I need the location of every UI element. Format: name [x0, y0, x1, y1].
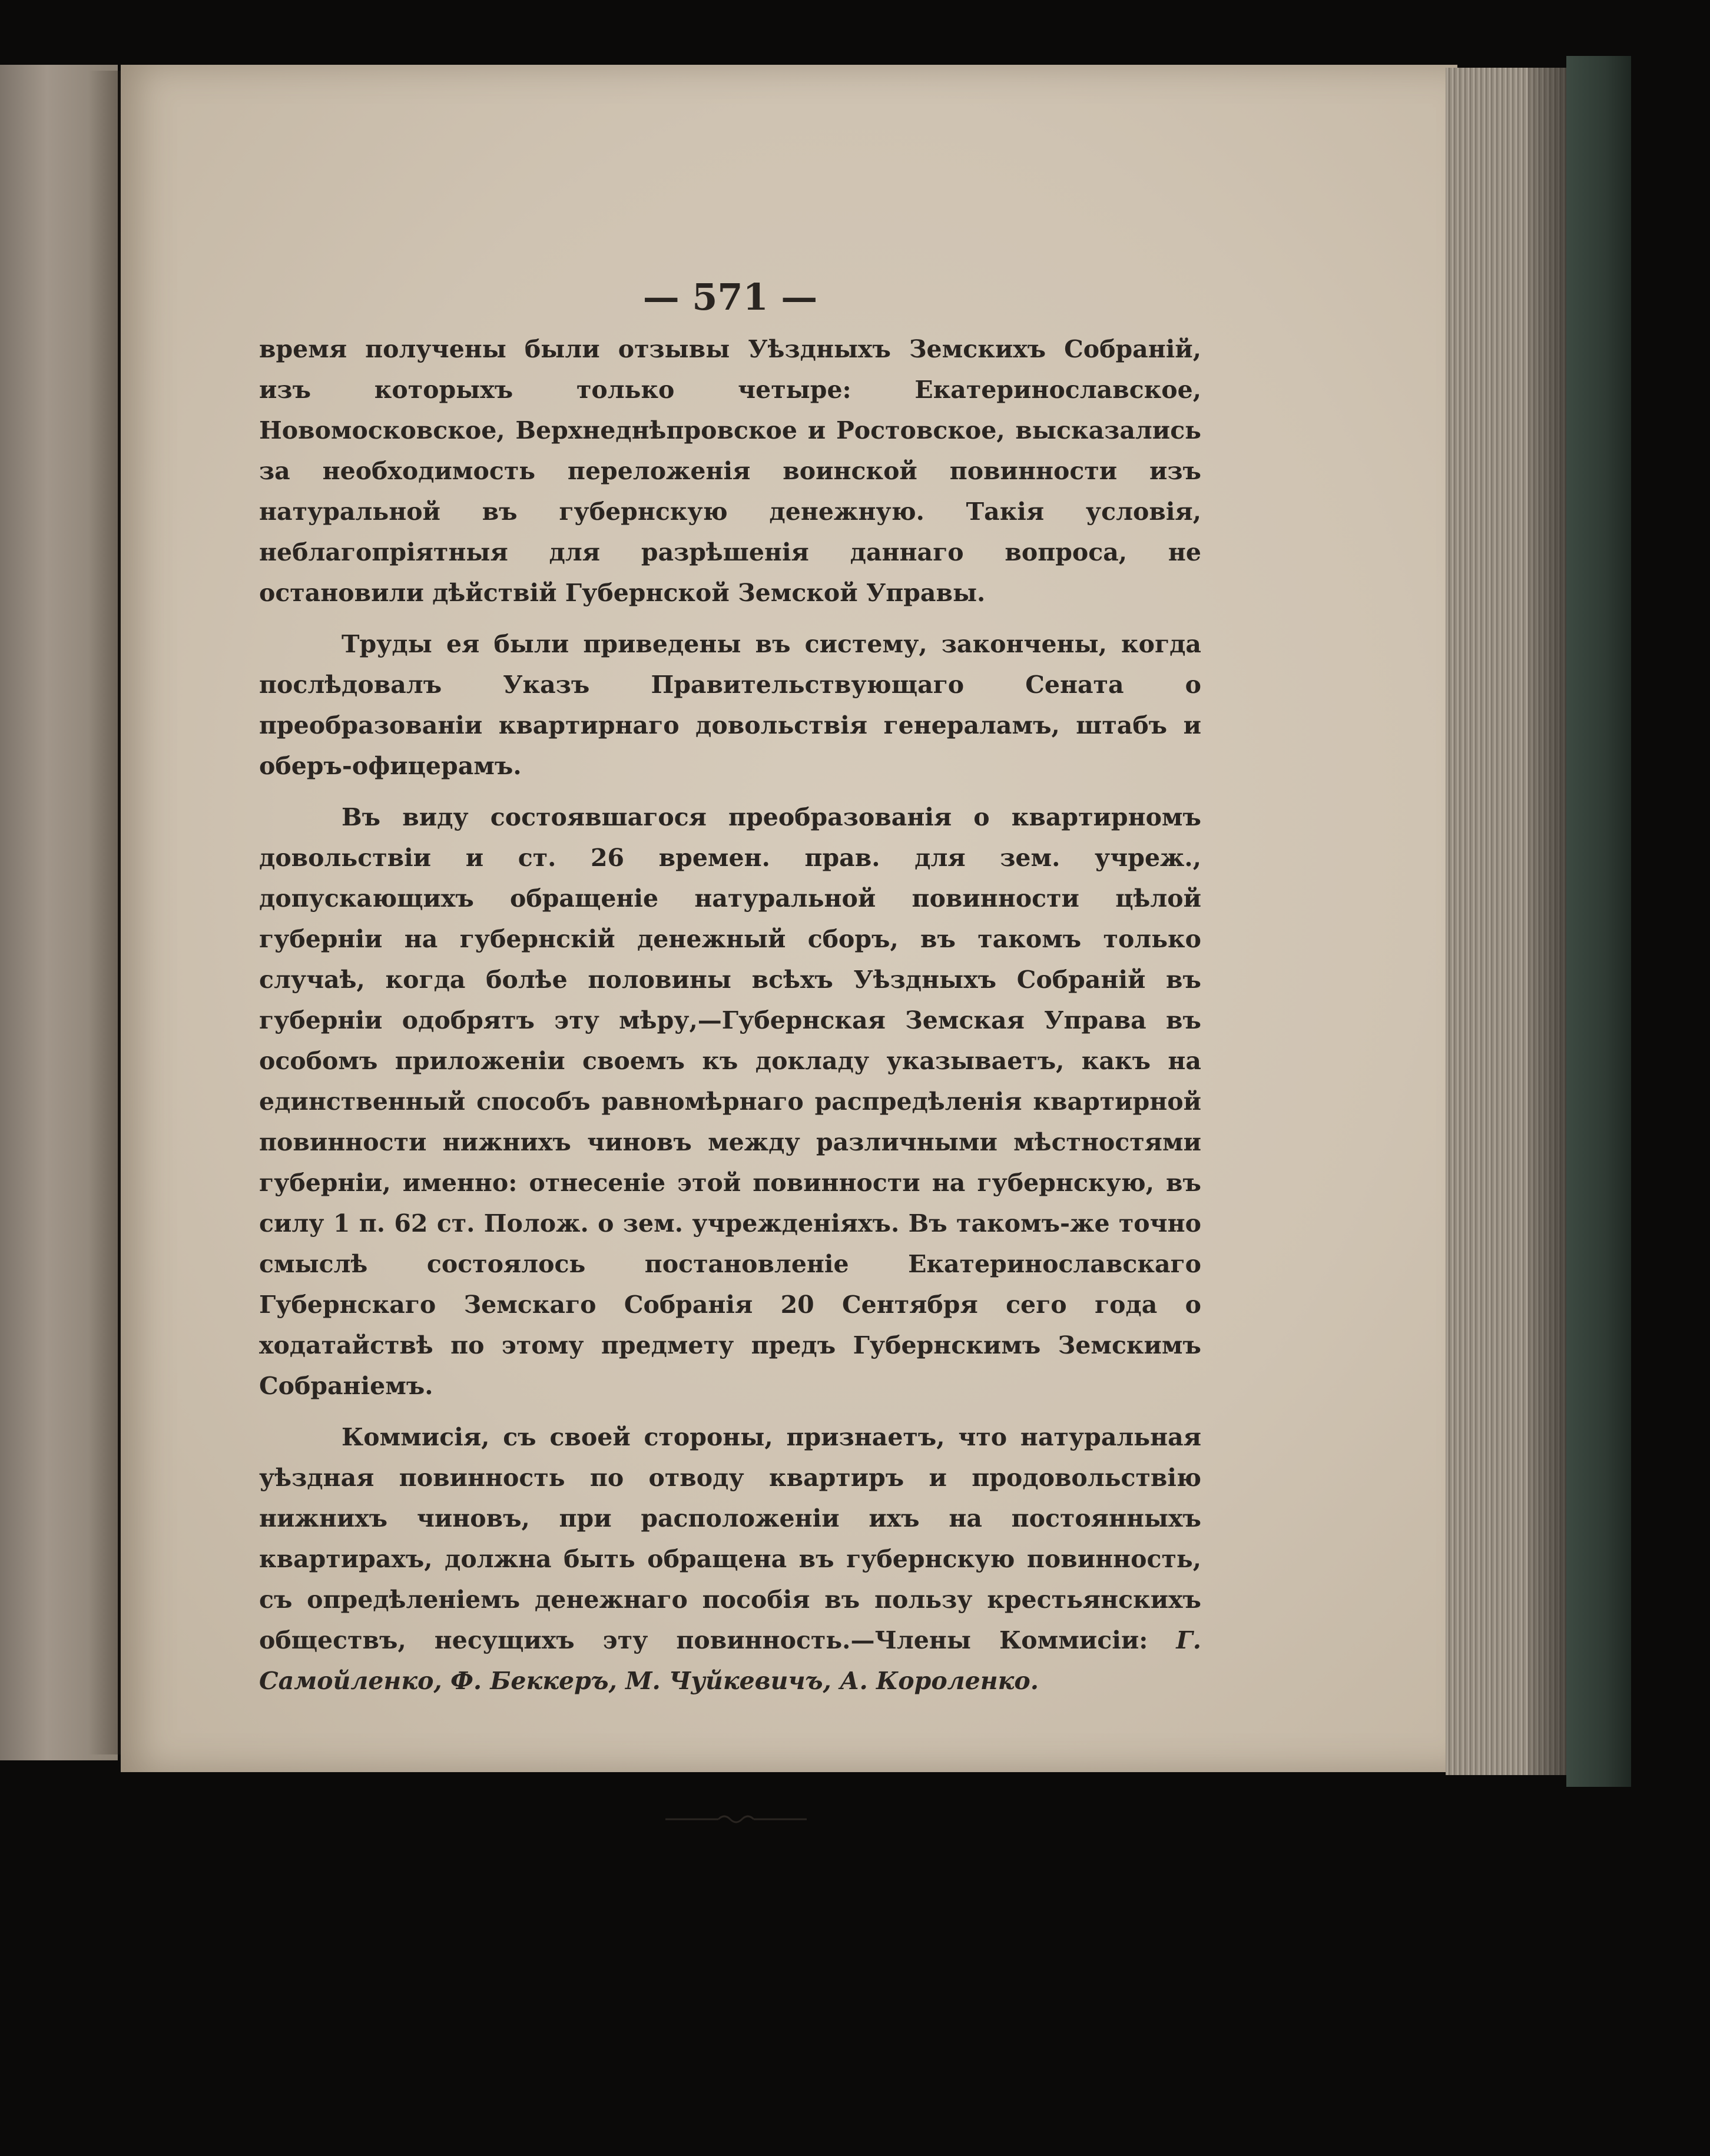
paragraph-3: Въ виду состоявшагося преобразованія о квартирномъ довольствіи и ст. 26 времен. прав. для зем. учреж., допускающихъ обращеніе натуральной повинности цѣлой губерніи на губернскій денежный сборъ, въ такомъ только случаѣ, когда болѣе половины всѣхъ Уѣздныхъ Собраній въ губерніи одобрятъ эту мѣру,—Губернская Земская Управа въ особомъ приложеніи своемъ къ докладу указываетъ, какъ на единственный способъ равномѣрнаго распредѣленія квартирной повинности нижнихъ чиновъ между различными мѣстностями губерніи, именно: отнесеніе этой повинности на губернскую, въ силу 1 п. 62 ст. Полож. о зем. учрежденіяхъ. Въ такомъ-же точно смыслѣ состоялось постановленіе Екатеринославскаго Губернскаго Земскаго Собранія 20 Сентября сего года о ходатайствѣ по этому предмету предъ Губернскимъ Земскимъ Собраніемъ. [259, 803, 1201, 1400]
book-cover-edge [1566, 56, 1631, 1787]
page-number: — 571 — [642, 276, 818, 319]
paragraph-4-text: Коммисія, съ своей стороны, признаетъ, что натуральная уѣздная повинность по отводу квартиръ и продовольствію нижнихъ чиновъ, при расположеніи ихъ на постоянныхъ квартирахъ, должна быть обращена въ губернскую повинность, съ опредѣленіемъ денежнаго пособія въ пользу крестьянскихъ обществъ, несущихъ эту повинность. [259, 1423, 1201, 1654]
paragraph-1: время получены были отзывы Уѣздныхъ Земскихъ Собраній, изъ которыхъ только четыре: Екатеринославское, Новомосковское, Верхнеднѣпровское и Ростовское, высказались за необходимость переложенія воинской повинности изъ натуральной въ губернскую денежную. Такія условія, неблагопріятныя для разрѣшенія даннаго вопроса, не остановили дѣйствій Губернской Земской Управы. [259, 335, 1201, 607]
end-ornament-icon [665, 1810, 807, 1828]
paragraph-2: Труды ея были приведены въ систему, закончены, когда послѣдовалъ Указъ Правительствующаго Сената о преобразованіи квартирнаго довольствія генераламъ, штабъ и оберъ-офицерамъ. [259, 630, 1201, 780]
page-text [259, 277, 1201, 1712]
members-label: —Члены Коммисіи: [850, 1626, 1148, 1654]
paragraph-4 [259, 1417, 1201, 1701]
members-names: Г. Самойленко, Ф. Беккеръ, М. Чуйкевичъ, А. Короленко. [259, 1626, 1201, 1695]
